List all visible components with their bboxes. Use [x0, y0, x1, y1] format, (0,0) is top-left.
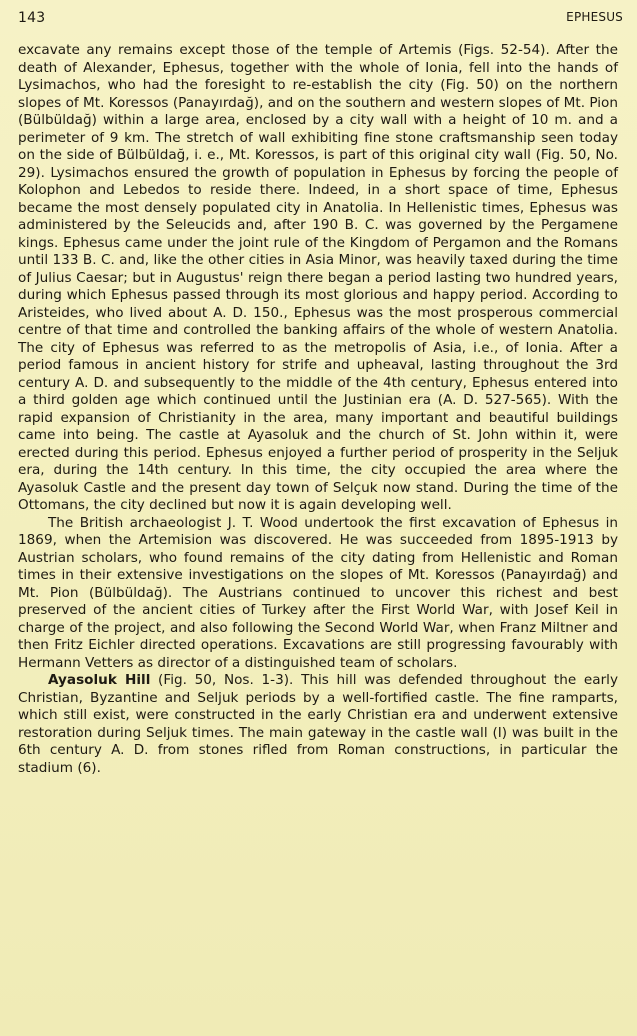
section-heading-ayasoluk-hill: Ayasoluk Hill	[48, 672, 151, 688]
paragraph-ayasoluk-text: (Fig. 50, Nos. 1-3). This hill was defended throughout the early Christian, Byzantine and Seljuk periods by a well-fortified castle. The fine ramparts, which still exist, were constructed in the early Christian era and underwent extensive restoration during Seljuk times. The main gateway in the castle wall (I) was built in the 6th century A. D. from stones rifled from Roman constructions, in particular the stadium (6).	[18, 672, 619, 776]
paragraph-lysimachos: excavate any remains except those of the temple of Artemis (Figs. 52-54). After the death of Alexander, Ephesus, together with the whole of Ionia, fell into the hands of Lysimachos, who had the foresight to re-establish the city (Fig. 50) on the northern slopes of Mt. Koressos (Panayırdağ), and on the southern and western slopes of Mt. Pion (Bülbüldağ) within a large area, enclosed by a city wall with a height of 10 m. and a perimeter of 9 km. The stretch of wall exhibiting fine stone craftsmanship seen today on the side of Bülbüldağ, i. e., Mt. Koressos, is part of this original city wall (Fig. 50, No. 29). Lysimachos ensured the growth of population in Ephesus by forcing the people of Kolophon and Lebedos to reside there. Indeed, in a short space of time, Ephesus became the most densely populated city in Anatolia. In Hellenistic times, Ephesus was administered by the Seleucids and, after 190 B. C. was governed by the Pergamene kings. Ephesus came under the joint rule of the Kingdom of Pergamon and the Romans until 133 B. C. and, like the other cities in Asia Minor, was heavily taxed during the time of Julius Caesar; but in Augustus' reign there began a period lasting two hundred years, during which Ephesus passed through its most glorious and happy period. According to Aristeides, who lived about A. D. 150., Ephesus was the most prosperous commercial centre of that time and controlled the banking affairs of the whole of western Anatolia. The city of Ephesus was referred to as the metropolis of Asia, i.e., of Ionia. After a period famous in ancient history for strife and upheaval, lasting throughout the 3rd century A. D. and subsequently to the middle of the 4th century, Ephesus entered into a third golden age which continued until the Justinian era (A. D. 527-565). With the rapid expansion of Christianity in the area, many important and beautiful buildings came into being. The castle at Ayasoluk and the church of St. John within it, were erected during this period. Ephesus enjoyed a further period of prosperity in the Seljuk era, during the 14th century. In this time, the city occupied the area where the Ayasoluk Castle and the present day town of Selçuk now stand. During the time of the Ottomans, the city declined but now it is again developing well.	[18, 42, 618, 513]
body-text	[18, 42, 618, 777]
running-head: EPHESUS	[566, 10, 623, 24]
page-number: 143	[18, 10, 46, 26]
paragraph-excavations: The British archaeologist J. T. Wood undertook the first excavation of Ephesus in 1869, when the Artemision was discovered. He was succeeded from 1895-1913 by Austrian scholars, who found remains of the city dating from Hellenistic and Roman times in their extensive investigations on the slopes of Mt. Koressos (Panayırdağ) and Mt. Pion (Bülbüldağ). The Austrians continued to uncover this richest and best preserved of the ancient cities of Turkey after the First World War, with Josef Keil in charge of the project, and also following the Second World War, when Franz Miltner and then Fritz Eichler directed operations. Excavations are still progressing favourably with Hermann Vetters as director of a distinguished team of scholars.	[18, 514, 618, 671]
page-header	[18, 10, 623, 32]
paragraph-ayasoluk-hill	[18, 672, 618, 777]
